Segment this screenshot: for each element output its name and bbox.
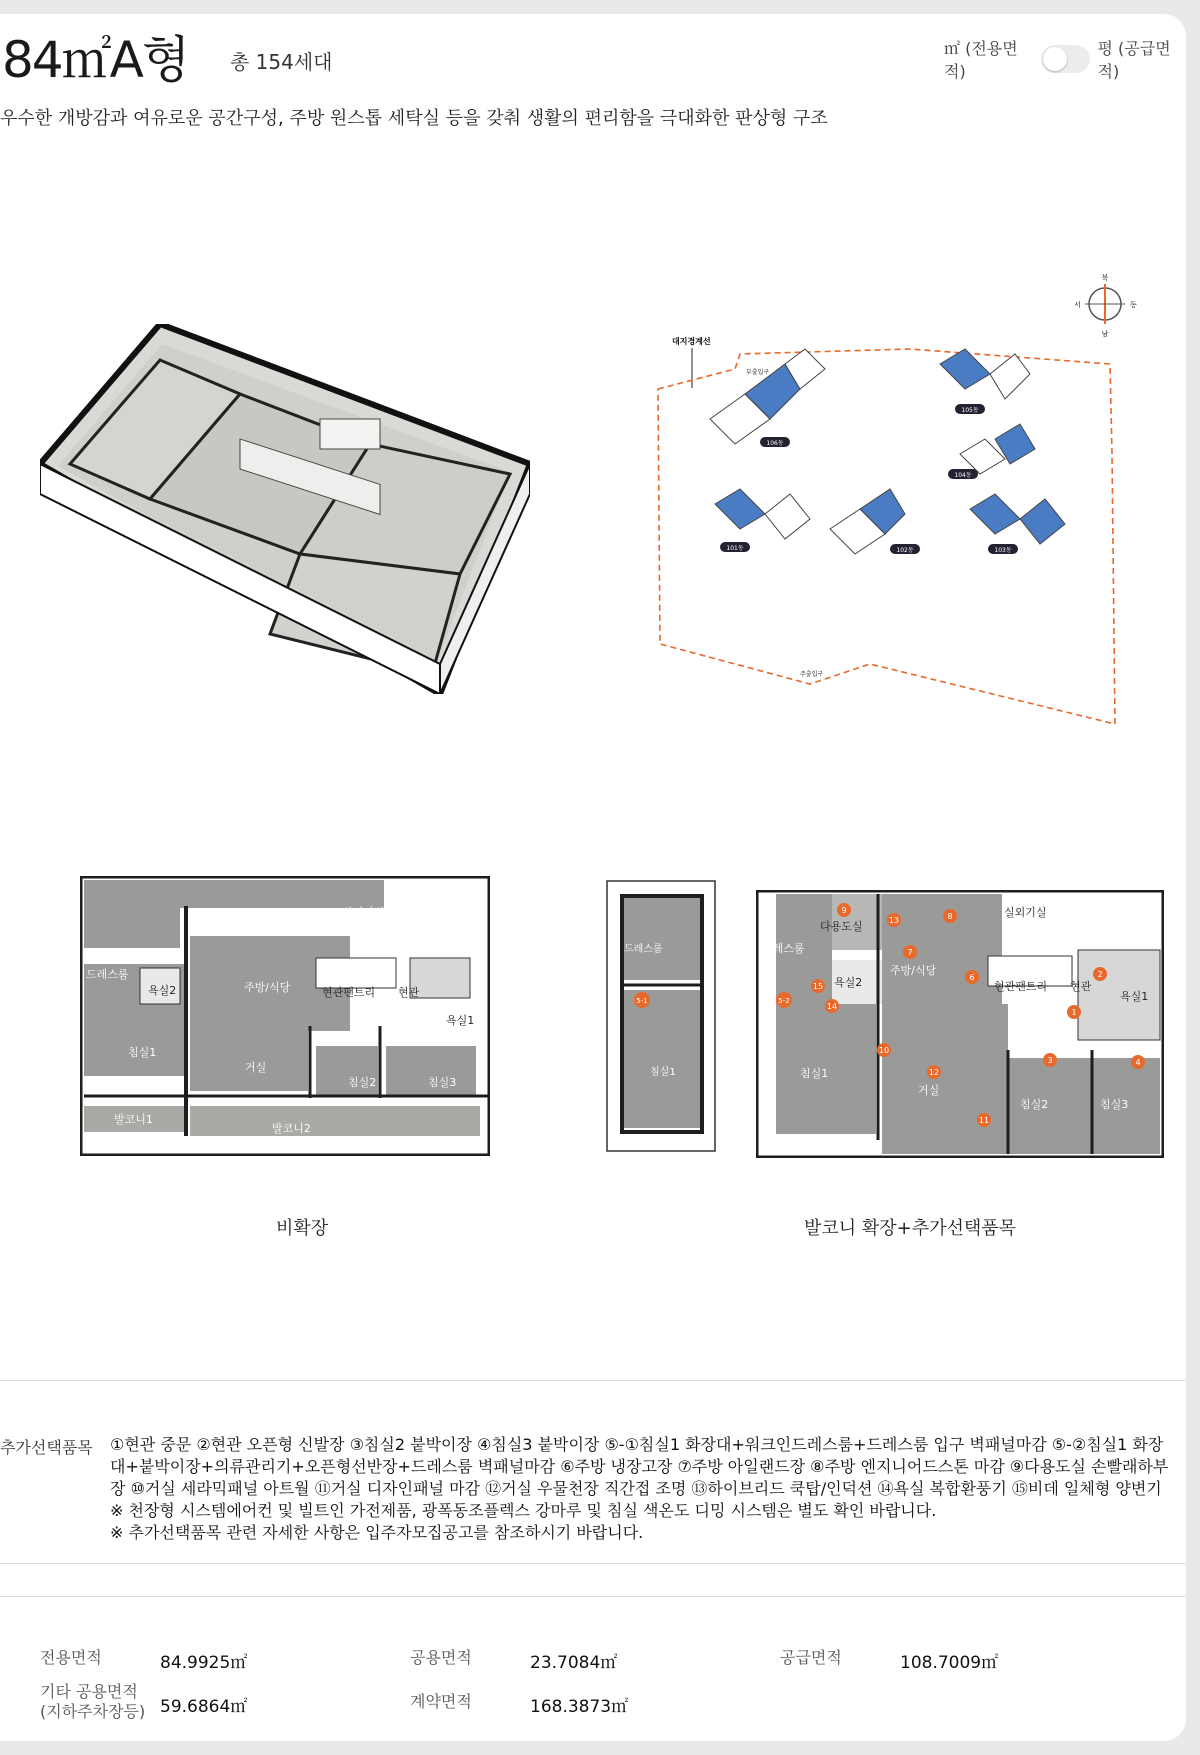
supply-area-value: 108.7009㎡ [900,1653,999,1673]
options-line-2: 대+붙박이장+의류관리기+오픈형선반장+드레스룸 벽패널마감 ⑥주방 냉장고장 ⑦주방 아일랜드장 ⑧주방 엔지니어드스톤 마감 ⑨다용도실 손빨래하부 [110,1457,1169,1476]
building-102[interactable] [830,489,920,554]
caption-extended: 발코니 확장+추가선택품목 [804,1218,1017,1239]
other-common-area-label-2: (지하주차장등) [40,1702,146,1721]
option-marker-10-label: 10 [878,1046,890,1055]
room-pantry-ext: 현관팬트리 [994,980,1048,993]
option-marker-14-label: 14 [826,1002,838,1011]
contract-area-value: 168.3873㎡ [530,1697,629,1717]
building-105[interactable] [940,349,1030,414]
room-dressroom-ext: 드레스룸 [762,942,805,955]
toggle-label-sqm[interactable]: ㎡ (전용면적) [944,39,1018,81]
option-marker-5-1-label: 5-1 [636,997,648,1005]
option-marker-9-label: 9 [841,906,847,915]
compass-south: 남 [1101,330,1109,338]
section-divider-middle [0,1563,1186,1564]
building-106-label: 106동 [766,440,784,447]
section-divider-bottom [0,1596,1186,1597]
option-marker-13-label: 13 [888,916,900,925]
boundary-label: 대지경계선 [672,337,711,346]
toggle-switch[interactable] [1041,45,1090,73]
option-marker-4-label: 4 [1135,1058,1141,1067]
compass-east: 동 [1130,301,1137,309]
room-bath1: 욕실1 [446,1014,475,1027]
options-note-2: ※ 추가선택품목 관련 자세한 사항은 입주자모집공고를 참조하시기 바랍니다. [110,1523,644,1542]
room-bed1-ext: 침실1 [800,1067,829,1080]
options-line-1: ①현관 중문 ②현관 오픈형 신발장 ③침실2 붙박이장 ④침실3 붙박이장 ⑤-①침실1 화장대+워크인드레스룸+드레스룸 입구 벽패널마감 ⑤-②침실1 화장 [110,1435,1164,1454]
building-104[interactable] [948,424,1035,479]
building-101-label: 101동 [726,545,744,552]
contract-area-label: 계약면적 [410,1692,472,1711]
room-bed3: 침실3 [428,1076,457,1089]
room-bed2: 침실2 [348,1076,377,1089]
room-dressroom: 드레스룸 [86,968,129,981]
toggle-knob [1043,47,1067,71]
room-living: 거실 [245,1061,267,1074]
building-106[interactable] [710,349,825,447]
option-marker-6-label: 6 [969,973,975,982]
sub-entrance-label: 부출입구 [746,369,770,376]
options-line-3: 장 ⑩거실 세라믹패널 아트월 ⑪거실 디자인패널 마감 ⑫거실 우물천장 직간접 조명 ⑬하이브리드 쿡탑/인덕션 ⑭욕실 복합환풍기 ⑮비데 일체형 양변기 [110,1479,1162,1498]
options-label: 추가선택품목 [0,1438,93,1457]
building-105-label: 105동 [961,407,979,414]
floorplan-extended [756,890,1164,1158]
room-kitchen: 주방/식당 [244,981,291,994]
other-common-area-label [40,1682,145,1722]
building-104-label: 104동 [954,472,972,479]
building-103[interactable] [970,494,1065,554]
floorplan-option-inset [606,880,716,1152]
room-balcony2: 발코니2 [272,1122,311,1135]
room-bath2-ext: 욕실2 [834,976,863,989]
mini-room-dressroom: 드레스룸 [624,944,663,955]
unit-type-title: 84㎡A형 [2,31,189,89]
room-bed2-ext: 침실2 [1020,1098,1049,1111]
options-note-1: ※ 천장형 시스템에어컨 및 빌트인 가전제품, 광폭동조플렉스 강마루 및 침실 색온도 디밍 시스템은 별도 확인 바랍니다. [110,1501,937,1520]
exclusive-area-label: 전용면적 [40,1648,102,1667]
site-plan-map [650,274,1150,724]
building-101[interactable] [715,489,810,552]
area-unit-toggle[interactable] [944,36,1186,82]
caption-non-extended: 비확장 [276,1218,329,1239]
other-common-area-label-1: 기타 공용면적 [40,1682,138,1701]
supply-area-label: 공급면적 [780,1648,842,1667]
room-living-ext: 거실 [918,1084,940,1097]
option-marker-15-label: 15 [812,982,824,991]
compass-west: 서 [1074,301,1081,309]
room-utility: 다용도실 [820,920,863,933]
common-area-value: 23.7084㎡ [530,1653,618,1673]
compass-north: 북 [1101,274,1109,282]
toggle-label-pyeong[interactable]: 평 (공급면적) [1097,39,1171,81]
option-marker-1-label: 1 [1071,1008,1077,1017]
building-102-label: 102동 [896,547,914,554]
exclusive-area-value: 84.9925㎡ [160,1653,248,1673]
mini-room-bed1: 침실1 [650,1067,676,1078]
option-marker-7-label: 7 [907,948,913,957]
room-pantry: 현관팬트리 [322,986,376,999]
option-marker-12-label: 12 [928,1068,940,1077]
floorplan-non-extended [80,876,490,1156]
option-marker-11-label: 11 [978,1116,990,1125]
room-bath1-ext: 욕실1 [1120,990,1149,1003]
option-marker-5-2-label: 5-2 [778,997,790,1005]
room-kitchen-ext: 주방/식당 [890,964,937,977]
room-bed3-ext: 침실3 [1100,1098,1129,1111]
options-list [110,1434,1196,1544]
section-divider-top [0,1380,1186,1381]
other-common-area-value: 59.6864㎡ [160,1697,248,1717]
household-count: 총 154세대 [230,50,333,74]
unit-description: 우수한 개방감과 여유로운 공간구성, 주방 원스톱 세탁실 등을 갖춰 생활의 편리함을 극대화한 판상형 구조 [0,108,828,129]
room-bed1: 침실1 [128,1046,157,1059]
option-marker-2-label: 2 [1097,970,1103,979]
room-entrance: 현관 [398,986,420,999]
room-entrance-ext: 현관 [1070,980,1092,993]
room-outdoor-unit: 실외기실 [342,906,385,919]
room-outdoor-unit-ext: 실외기실 [1004,906,1047,919]
main-entrance-label: 주출입구 [800,671,824,678]
unit-type-card [0,14,1186,1741]
isometric-floorplan-image [40,324,530,694]
room-balcony1: 발코니1 [114,1113,153,1126]
common-area-label: 공용면적 [410,1648,472,1667]
room-balcony3: 발코니3 [235,916,274,929]
option-marker-3-label: 3 [1047,1056,1053,1065]
option-marker-8-label: 8 [947,912,953,921]
compass-icon [1074,274,1137,338]
building-103-label: 103동 [994,547,1012,554]
room-bath2: 욕실2 [148,984,177,997]
